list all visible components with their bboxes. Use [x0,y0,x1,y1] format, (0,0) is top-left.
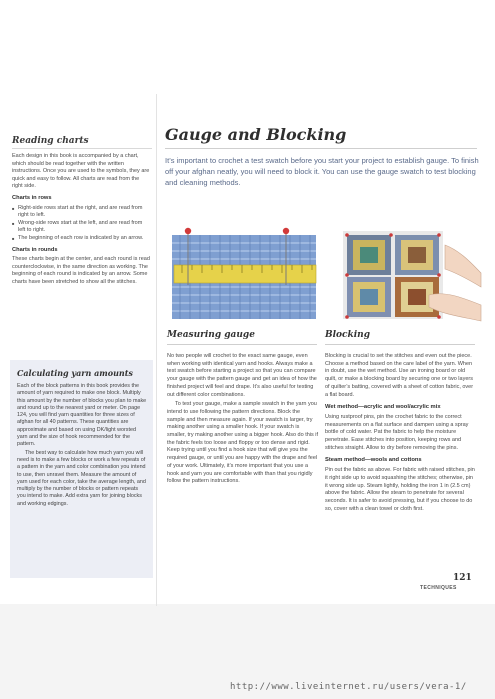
list-item: ■ Wrong-side rows start at the left, and are read from left to right. [12,220,150,235]
list-item: ■ Right-side rows start at the right, and are read from right to left. [12,205,150,220]
wet-method-text: Using rustproof pins, pin the crochet fabric to the correct measurements on a flat surface and dampen using a spray bottle of cold water. Pat the fabric to help the moisture penetrate. Ease stitches into position, keeping rows and stitches straight. Allow to dry before removing the pins. [325,413,469,451]
intro-text: It’s important to crochet a test swatch before you start your project to establish gauge. To finish off your afghan neatly, you will need to block it. You can use the gauge swatch to test blocking and cleaning methods. [165,156,479,188]
rows-heading: Charts in rows [12,194,52,201]
calculating-yarn-body [17,383,147,509]
divider [165,148,477,149]
page-number: 121 [453,573,472,583]
reading-charts-body [12,153,150,289]
section-label: TECHNIQUES [420,585,457,591]
steam-method-heading: Steam method—wools and cottons [325,457,422,464]
list-item: ■ The beginning of each row is indicated by an arrow. [12,235,150,243]
watermark-url: http://www.liveinternet.ru/users/vera-1/ [230,682,467,692]
reading-charts-title: Reading charts [12,136,89,146]
column-divider [156,94,157,606]
divider [12,148,152,149]
divider [167,344,317,345]
blocking-p1: Blocking is crucial to set the stitches and even out the piece. Choose a method based on the care label of the yarn. When in doubt, use the wet method. Use an ironing board or old quilt, or make a blocking board by securing one or two layers of quilter’s batting, covered with a sheet of cotton fabric, over a flat board. [325,353,474,398]
rounds-heading: Charts in rounds [12,246,58,253]
measuring-gauge-p1: No two people will crochet to the exact same gauge, even when working with identical yarn and hooks. Always make a test swatch before starting a project so that you can compare your gauge with the pattern gauge and get an idea of how the finished project will feel and drape. It’s also useful for testing out different color combinations. [167,353,317,398]
rows-list [12,205,150,243]
blocking-title: Blocking [325,330,370,340]
page-title: Gauge and Blocking [165,125,347,144]
calculating-yarn-p2: The best way to calculate how much yarn you will need is to make a few blocks or work a few repeats of a pattern in the yarn and color combination you intend to use, then unravel them. Measure the amount of yarn used for each color, take the average length, and multiply by the number of blocks or pattern repeats you intend to make. Add extra yarn for joining blocks and working edgings. [17,449,146,507]
steam-method-text: Pin out the fabric as above. For fabric with raised stitches, pin it right side up to avoid squashing the stitches; otherwise, pin it wrong side up. Steam lightly, holding the iron 1 in (2.5 cm) above the fabric. Allow the steam to penetrate for several seconds. It is safer to avoid pressing, but if you choose to do so, cover with a clean towel or cloth first. [325,467,475,512]
blocking-illustration [333,225,483,323]
reading-charts-intro: Each design in this book is accompanied by a chart, which should be read together with the written instructions. Once you are used to the symbols, they are quick and easy to follow. All charts are read from the right side. [12,153,150,190]
calculating-yarn-title: Calculating yarn amounts [17,368,133,378]
gauge-swatch-illustration [170,225,318,323]
rounds-text: These charts begin at the center, and each round is read counterclockwise, in the same direction as working. The beginning of each round is indicated by an arrow. Some charts have been stretched to show all the stitches. [12,256,150,285]
wet-method-heading: Wet method—acrylic and wool/acrylic mix [325,404,441,411]
measuring-gauge-p2: To test your gauge, make a sample swatch in the yarn you intend to use following the pattern directions. Block the sample and then measure again. If your swatch is larger, try making another using a smaller hook. If your swatch is smaller, try making another using a bigger hook. Also do this if the fabric feels too loose and floppy or too dense and rigid. Keep trying until you find a hook size that will give you the required gauge, or until you are happy with the drape and feel of your work. Ultimately, it’s more important that you use a hook and yarn you are comfortable with than that you rigidly follow the pattern instructions. [167,401,319,485]
divider [325,344,475,345]
calculating-yarn-p1: Each of the block patterns in this book provides the amount of yarn required to make one block. Multiply this amount by the number of blocks you plan to make and round up to the nearest yard or meter. On page 124, you will find yarn quantities for three sizes of afghan for all 40 patterns. These quantities are approximate and based on using DK/light worsted yarn and the size of hook recommended for the pattern. [17,383,147,448]
blocking-body [325,353,477,515]
measuring-gauge-body [167,353,319,488]
measuring-gauge-title: Measuring gauge [167,330,255,340]
